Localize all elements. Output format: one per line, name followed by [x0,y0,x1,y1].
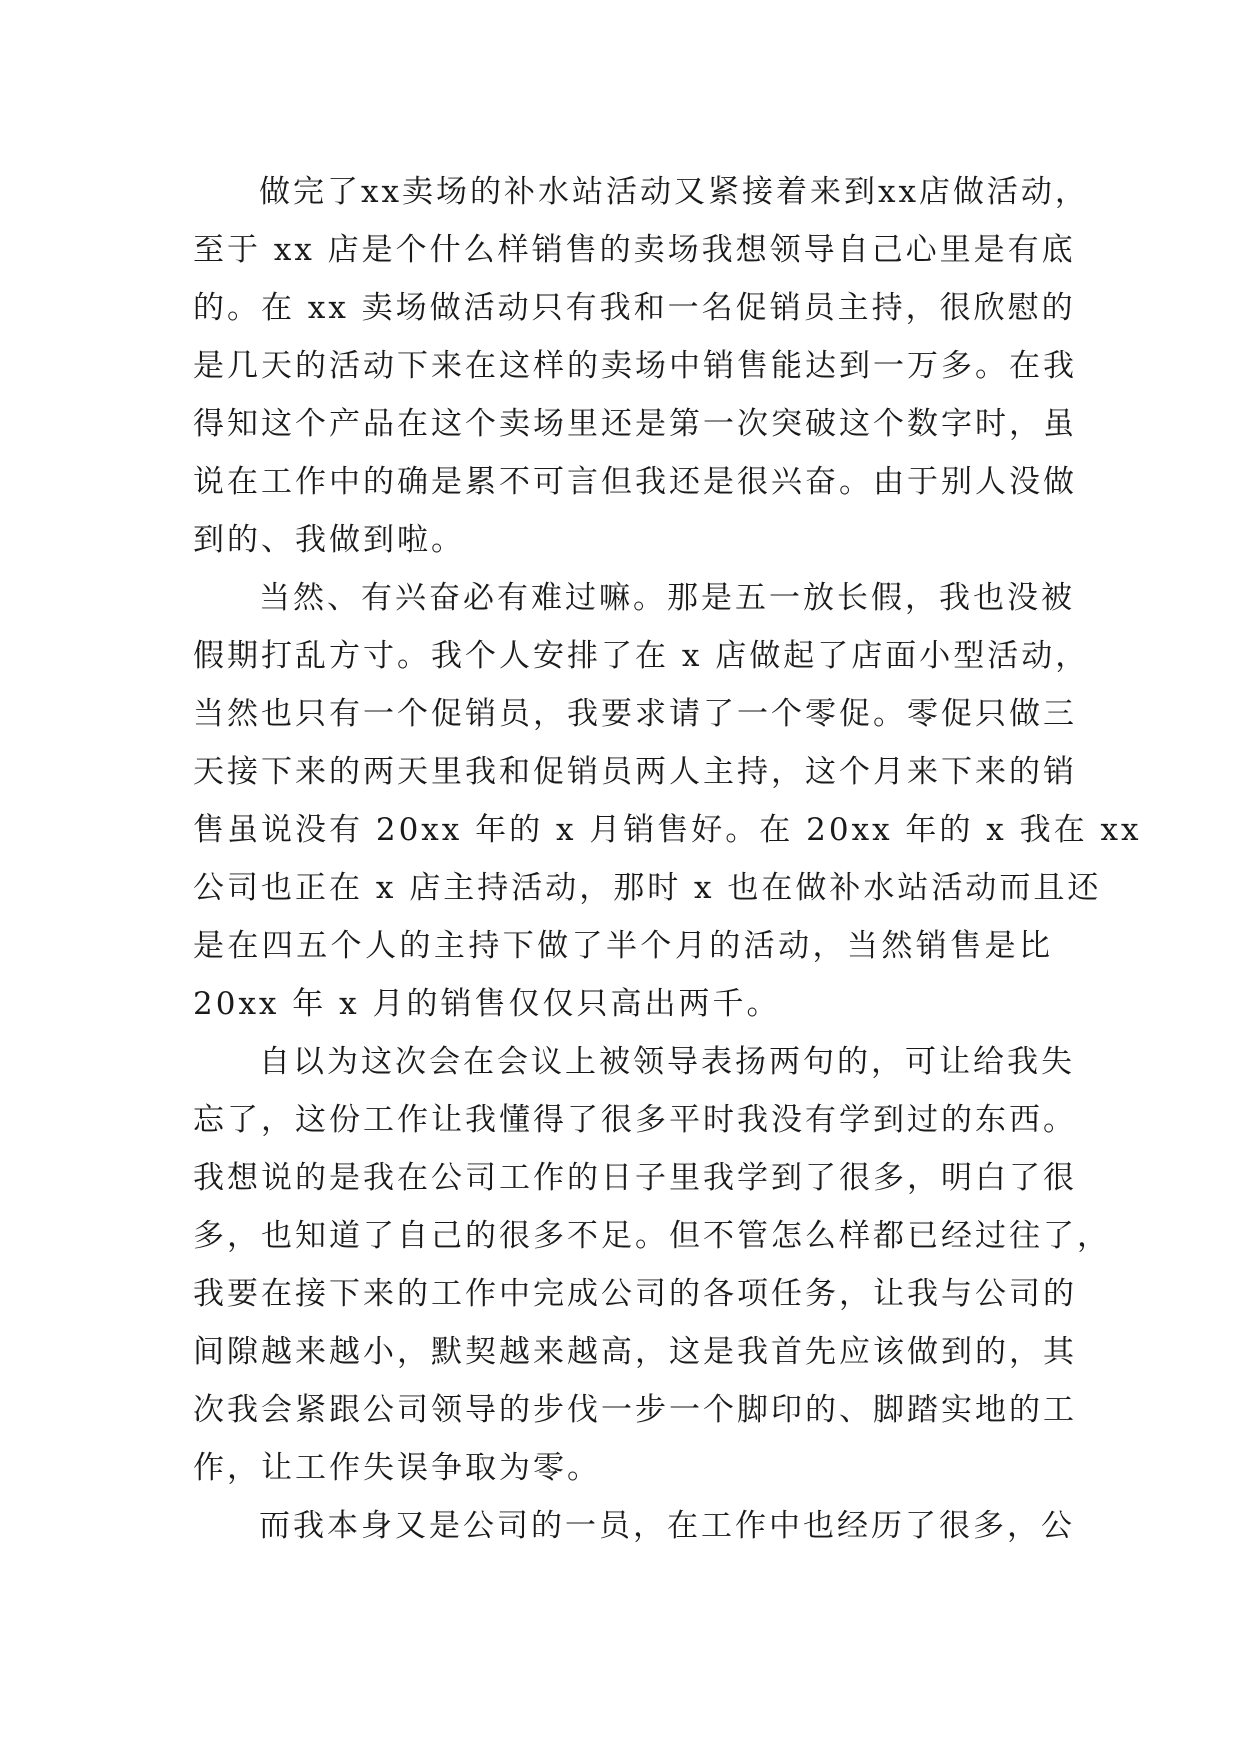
text-line: 多，也知道了自己的很多不足。但不管怎么样都已经过往了， [193,1218,1111,1254]
text-line: 天接下来的两天里我和促销员两人主持，这个月来下来的销 [193,754,1077,790]
text-line: 作，让工作失误争取为零。 [193,1450,601,1486]
paragraph [193,163,1089,569]
text-line: 得知这个产品在这个卖场里还是第一次突破这个数字时，虽 [193,406,1077,442]
text-line: 间隙越来越小，默契越来越高，这是我首先应该做到的，其 [193,1334,1077,1370]
text-line: 我要在接下来的工作中完成公司的各项任务，让我与公司的 [193,1276,1077,1312]
text-line: 当然、有兴奋必有难过嘛。那是五一放长假，我也没被 [259,580,1075,616]
text-line: 至于 xx 店是个什么样销售的卖场我想领导自己心里是有底 [193,232,1076,268]
document-body [193,163,1142,1555]
text-line: 我想说的是我在公司工作的日子里我学到了很多，明白了很 [193,1160,1077,1196]
text-line: 忘了，这份工作让我懂得了很多平时我没有学到过的东西。 [193,1102,1077,1138]
text-line: 是几天的活动下来在这样的卖场中销售能达到一万多。在我 [193,348,1077,384]
text-line: 假期打乱方寸。我个人安排了在 x 店做起了店面小型活动， [193,638,1090,674]
text-line: 做完了xx卖场的补水站活动又紧接着来到xx店做活动， [259,174,1089,210]
text-line: 20xx 年 x 月的销售仅仅只高出两千。 [193,986,781,1022]
paragraph [193,569,1142,1033]
text-line: 到的、我做到啦。 [193,522,465,558]
text-line: 售虽说没有 20xx 年的 x 月销售好。在 20xx 年的 x 我在 xx [193,812,1142,848]
text-line: 的。在 xx 卖场做活动只有我和一名促销员主持，很欣慰的 [193,290,1076,326]
paragraph [193,1497,1075,1555]
text-line: 公司也正在 x 店主持活动，那时 x 也在做补水站活动而且还 [193,870,1102,906]
text-line: 当然也只有一个促销员，我要求请了一个零促。零促只做三 [193,696,1077,732]
text-line: 说在工作中的确是累不可言但我还是很兴奋。由于别人没做 [193,464,1077,500]
text-line: 是在四五个人的主持下做了半个月的活动，当然销售是比 [193,928,1053,964]
text-line: 而我本身又是公司的一员，在工作中也经历了很多，公 [259,1508,1075,1544]
text-line: 次我会紧跟公司领导的步伐一步一个脚印的、脚踏实地的工 [193,1392,1077,1428]
text-line: 自以为这次会在会议上被领导表扬两句的，可让给我失 [259,1044,1075,1080]
paragraph [193,1033,1111,1497]
